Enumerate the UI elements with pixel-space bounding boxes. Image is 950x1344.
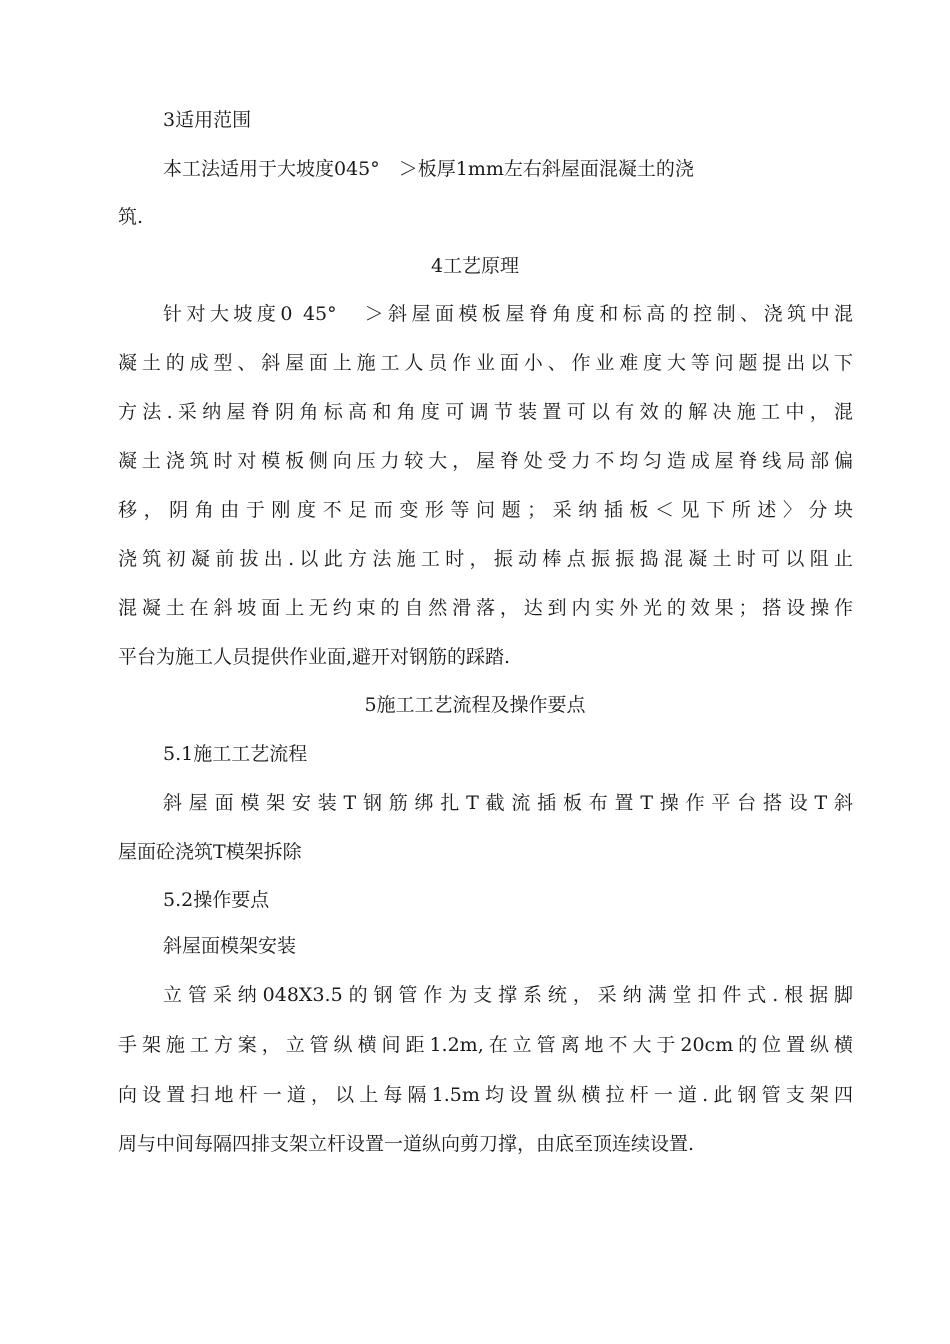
section-4-paragraph-line: 混凝土在斜坡面上无约束的自然滑落，达到内实外光的效果；搭设操作 [118,597,853,619]
section-4-paragraph-line: 移，阴角由于刚度不足而变形等问题；采纳插板＜见下所述〉分块 [118,499,853,521]
section-4-paragraph-line: 平台为施工人员提供作业面,避开对钢筋的踩踏. [118,646,511,668]
section-3-paragraph-line: 本工法适用于大坡度045° ＞板厚1mm左右斜屋面混凝土的浇 [163,158,694,180]
section-5-1-paragraph-line: 斜屋面模架安装T钢筋绑扎T截流插板布置T操作平台搭设T斜 [163,792,853,814]
section-4-heading: 4工艺原理 [430,255,520,277]
section-5-1-paragraph-line: 屋面砼浇筑T模架拆除 [118,841,302,863]
section-4-paragraph-line: 凝土的成型、斜屋面上施工人员作业面小、作业难度大等问题提出以下 [118,352,853,374]
section-5-2-paragraph-line: 手架施工方案，立管纵横间距1.2m,在立管离地不大于20cm的位置纵横 [118,1034,853,1056]
section-5-2-subheading: 斜屋面模架安装 [163,935,297,957]
section-5-2-paragraph-line: 周与中间每隔四排支架立杆设置一道纵向剪刀撑，由底至顶连续设置. [118,1133,695,1155]
section-3-heading: 3适用范围 [163,109,252,131]
section-5-2-paragraph-line: 向设置扫地杆一道，以上每隔1.5m均设置纵横拉杆一道.此钢管支架四 [118,1084,853,1106]
section-5-1-heading: 5.1施工工艺流程 [163,743,308,765]
section-4-paragraph-line: 方法.采纳屋脊阴角标高和角度可调节装置可以有效的解决施工中，混 [118,401,853,423]
section-5-2-heading: 5.2操作要点 [163,889,270,911]
section-5-heading: 5施工工艺流程及操作要点 [364,694,586,716]
section-4-paragraph-line: 浇筑初凝前拔出.以此方法施工时，振动棒点振振捣混凝土时可以阻止 [118,548,853,570]
section-4-paragraph-line: 针对大坡度0 45° ＞斜屋面模板屋脊角度和标高的控制、浇筑中混 [163,303,853,325]
section-4-paragraph-line: 凝土浇筑时对模板侧向压力较大，屋脊处受力不均匀造成屋脊线局部偏 [118,450,853,472]
section-3-paragraph-line: 筑. [118,206,144,228]
section-5-2-paragraph-line: 立管采纳048X3.5的钢管作为支撑系统，采纳满堂扣件式.根据脚 [163,984,853,1006]
